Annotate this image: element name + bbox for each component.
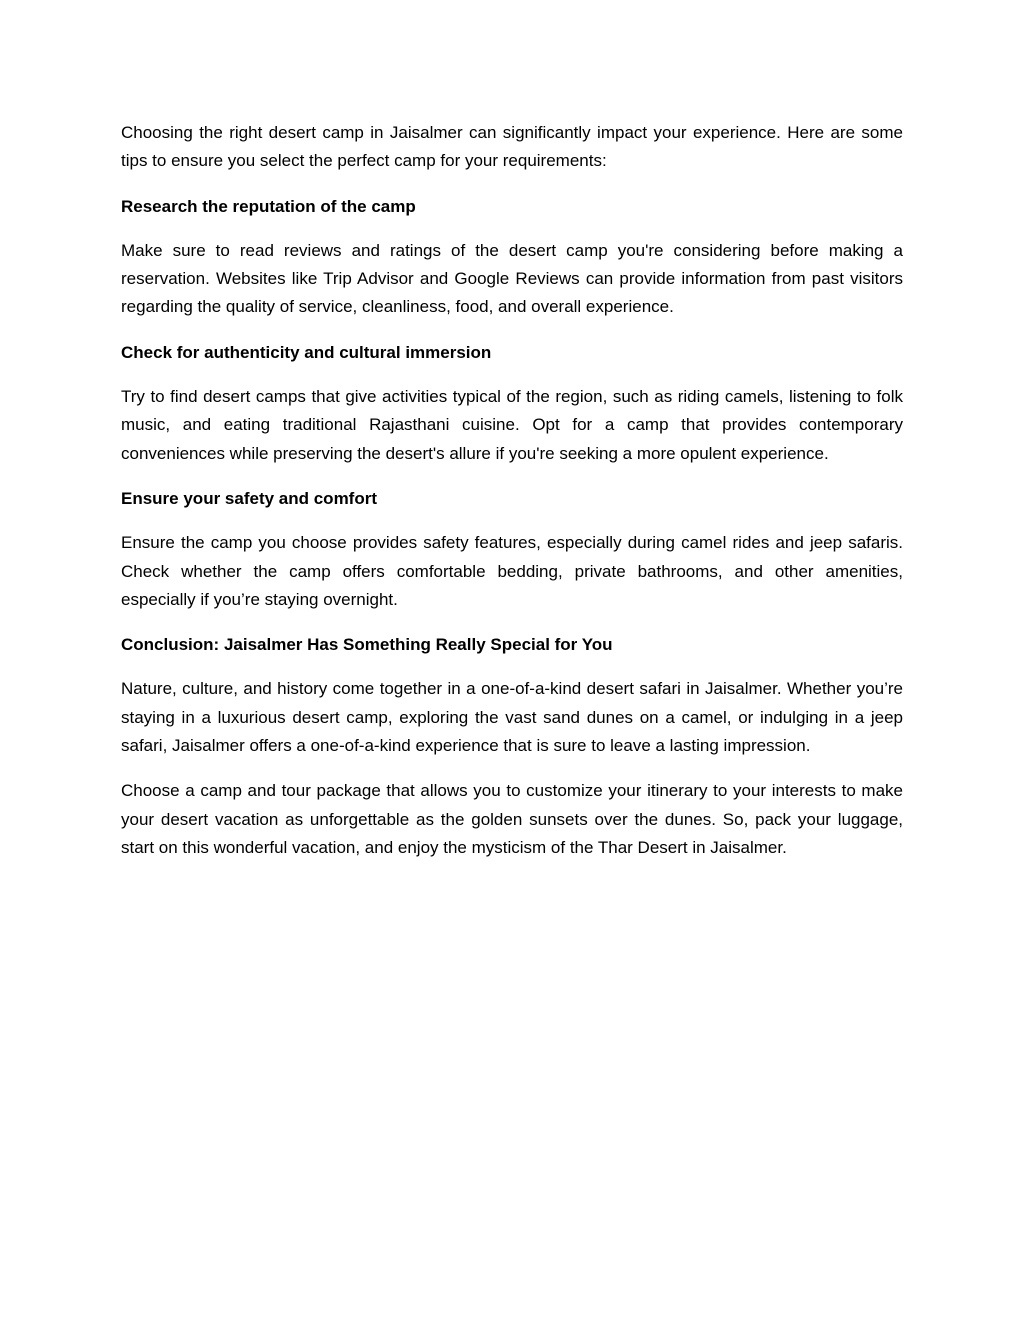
document-body xyxy=(121,119,903,879)
section-heading-authenticity: Check for authenticity and cultural immersion xyxy=(121,342,492,362)
conclusion-paragraph-1: Nature, culture, and history come together in a one-of-a-kind desert safari in Jaisalmer. Whether you’re staying in a luxurious desert camp, exploring the vast sand dunes on a camel, or indulging in a jeep safari, Jaisalmer offers a one-of-a-kind experience that is sure to leave a lasting impression. xyxy=(121,679,903,756)
authenticity-paragraph: Try to find desert camps that give activities typical of the region, such as riding camels, listening to folk music, and eating traditional Rajasthani cuisine. Opt for a camp that provides contemporary conveniences while preserving the desert's allure if you're seeking a more opulent experience. xyxy=(121,387,903,463)
intro-paragraph: Choosing the right desert camp in Jaisalmer can significantly impact your experience. Here are some tips to ensure you select the perfect camp for your requirements: xyxy=(121,123,903,171)
section-heading-reputation: Research the reputation of the camp xyxy=(121,196,416,216)
section-heading-conclusion: Conclusion: Jaisalmer Has Something Really Special for You xyxy=(121,635,613,655)
reputation-paragraph: Make sure to read reviews and ratings of the desert camp you're considering before making a reservation. Websites like Trip Advisor and Google Reviews can provide information from past visitors regarding the quality of service, cleanliness, food, and overall experience. xyxy=(121,240,903,317)
section-heading-safety: Ensure your safety and comfort xyxy=(121,488,378,508)
safety-paragraph: Ensure the camp you choose provides safety features, especially during camel rides and jeep safaris. Check whether the camp offers comfortable bedding, private bathrooms, and other amenities, especially if you’re staying overnight. xyxy=(121,533,903,609)
conclusion-paragraph-2: Choose a camp and tour package that allows you to customize your itinerary to your interests to make your desert vacation as unforgettable as the golden sunsets over the dunes. So, pack your luggage, start on this wonderful vacation, and enjoy the mysticism of the Thar Desert in Jaisalmer. xyxy=(121,781,903,857)
